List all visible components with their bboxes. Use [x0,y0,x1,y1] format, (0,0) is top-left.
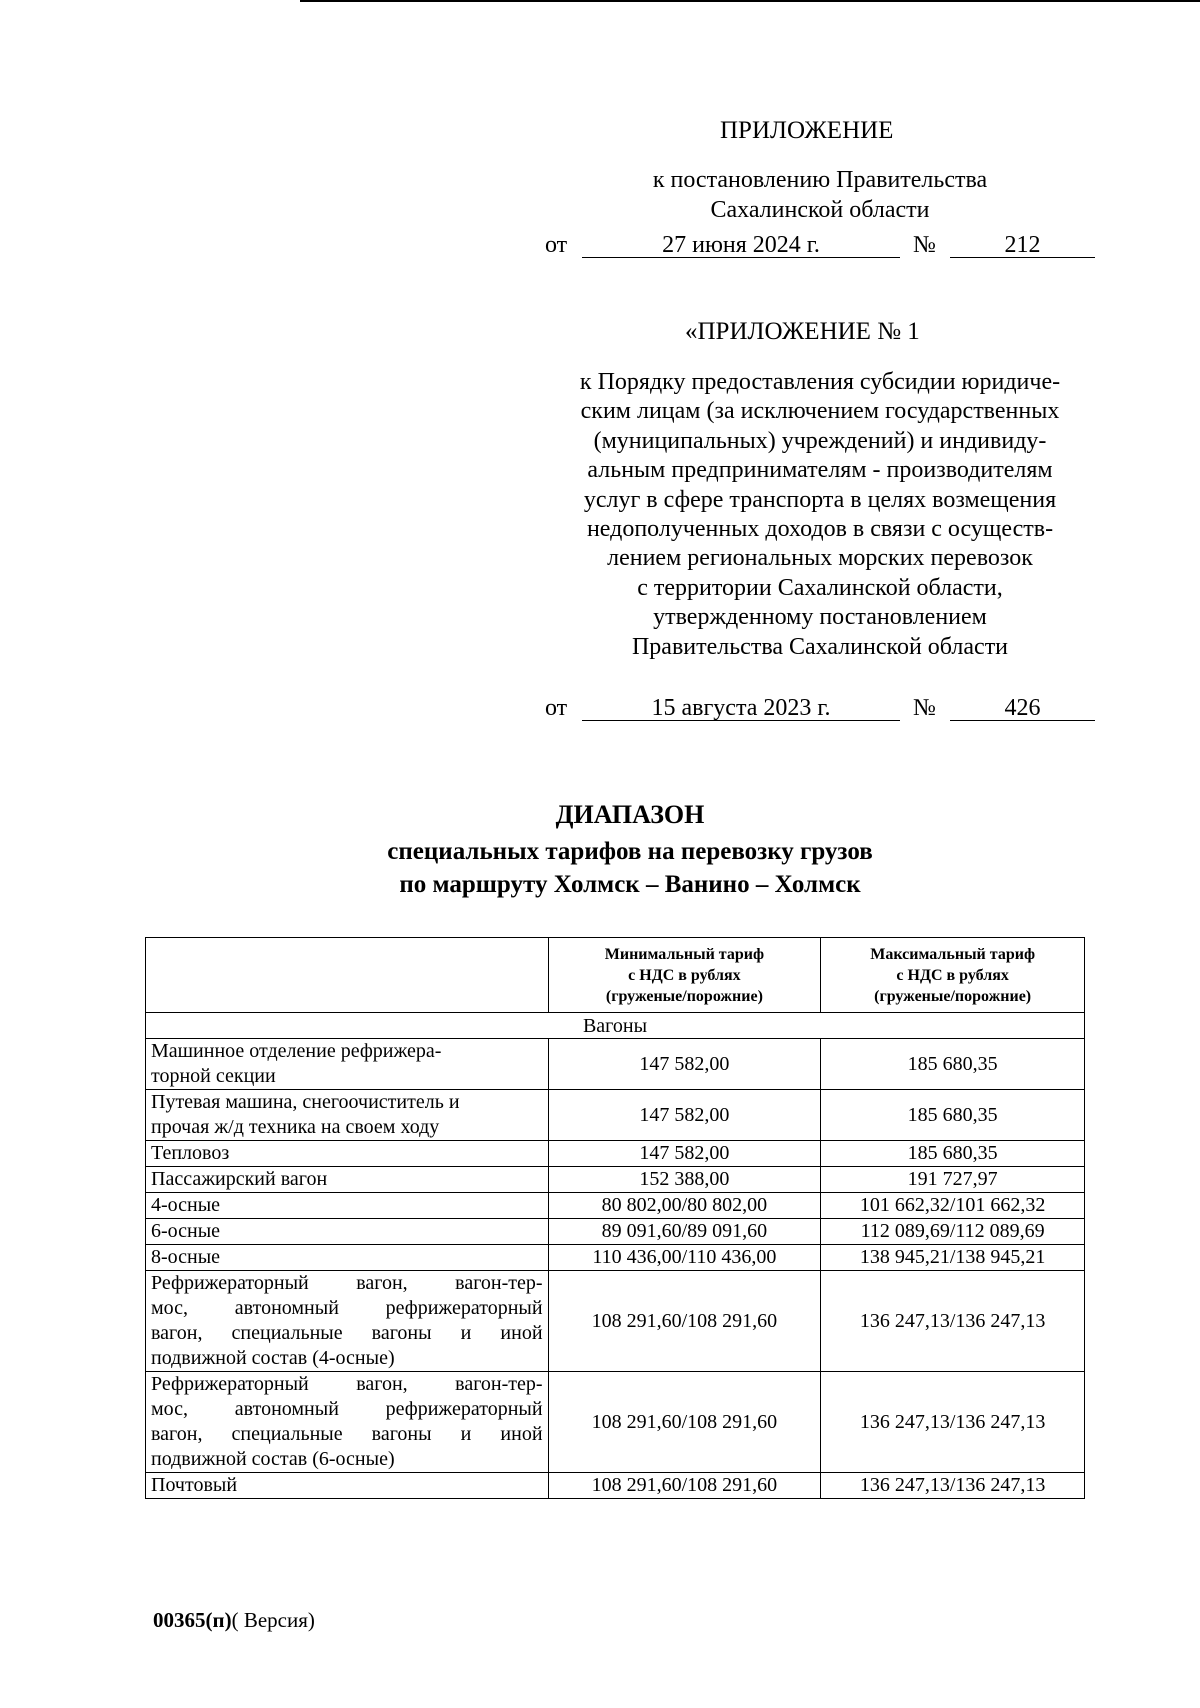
row-name-line: подвижной состав (4-осные) [151,1347,395,1369]
row-min-tariff: 108 291,60/108 291,60 [548,1271,821,1372]
table-row [146,1245,1085,1271]
annex-line: Правительства Сахалинской области [631,633,1009,660]
annex-line: (муниципальных) учреждений) и индивиду- [593,427,1047,454]
annex-line: недополученных доходов в связи с осуществ- [586,516,1054,543]
column-header-max: Максимальный тариф с НДС в рублях (груженые/порожние) [821,938,1085,1013]
resolution-number: 212 [1004,232,1041,258]
row-max-tariff: 136 247,13/136 247,13 [821,1372,1085,1473]
table-row [146,1141,1085,1167]
annex-line: к Порядку предоставления субсидии юридиче- [579,369,1061,395]
resolution-line-1: к постановлению Правительства [652,167,988,193]
row-max-tariff: 185 680,35 [821,1039,1085,1090]
row-name [146,1167,549,1193]
row-max-tariff: 136 247,13/136 247,13 [821,1473,1085,1499]
row-name [146,1219,549,1245]
resolution-date: 27 июня 2024 г. [662,232,820,258]
annex-line: альным предпринимателям - производителям [587,457,1053,484]
table-row [146,1090,1085,1141]
row-max-tariff: 101 662,32/101 662,32 [821,1193,1085,1219]
row-min-tariff: 152 388,00 [548,1167,821,1193]
appendix-title: ПРИЛОЖЕНИЕ [720,117,894,144]
row-name [146,1141,549,1167]
row-name-line: Почтовый [151,1474,238,1496]
row-name [146,1271,549,1372]
row-name-line: Тепловоз [151,1142,230,1164]
row-min-tariff: 89 091,60/89 091,60 [548,1219,821,1245]
table-row [146,1473,1085,1499]
document-subtitle-line-2: по маршруту Холмск – Ванино – Холмск [399,871,861,898]
annex-title: «ПРИЛОЖЕНИЕ № 1 [685,318,920,345]
row-max-tariff: 138 945,21/138 945,21 [821,1245,1085,1271]
annex-from-label: от [545,695,568,721]
document-footer [153,1608,315,1633]
row-max-tariff: 136 247,13/136 247,13 [821,1271,1085,1372]
row-name [146,1039,549,1090]
annex-line: лением региональных морских перевозок [607,545,1033,572]
table-row [146,1219,1085,1245]
row-name-line: мос, автономный рефрижераторный [151,1297,543,1319]
row-name-line: 4-осные [151,1194,221,1216]
resolution-line-2: Сахалинской области [710,197,930,223]
table-row [146,1372,1085,1473]
row-min-tariff: 147 582,00 [548,1141,821,1167]
from-label: от [545,232,568,258]
resolution-reference [600,165,1040,225]
annex-line: услуг в сфере транспорта в целях возмещения [583,486,1057,513]
annex-reference-text [520,368,1120,662]
row-name-line: Путевая машина, снегоочиститель и [151,1091,460,1113]
document-title: ДИАПАЗОН [555,800,705,829]
row-min-tariff: 147 582,00 [548,1039,821,1090]
row-name-line: торной секции [151,1065,276,1087]
document-code: 00365(п) [153,1608,232,1632]
annex-date: 15 августа 2023 г. [651,695,831,721]
row-name [146,1193,549,1219]
row-name-line: 8-осные [151,1246,221,1268]
annex-line: ским лицам (за исключением государственных [580,398,1060,425]
table-row [146,1193,1085,1219]
row-name-line: Машинное отделение рефрижера- [151,1040,442,1062]
row-min-tariff: 110 436,00/110 436,00 [548,1245,821,1271]
table-row [146,1271,1085,1372]
row-name [146,1245,549,1271]
resolution-date-number-row [545,230,1095,260]
row-name-line: вагон, специальные вагоны и иной [151,1322,543,1344]
row-name-line: подвижной состав (6-осные) [151,1448,395,1470]
annex-line: утвержденному постановлением [653,604,987,631]
table-row [146,1167,1085,1193]
row-name-line: Рефрижераторный вагон, вагон-тер- [151,1272,543,1294]
row-max-tariff: 112 089,69/112 089,69 [821,1219,1085,1245]
row-name-line: Рефрижераторный вагон, вагон-тер- [151,1373,543,1395]
column-header-name [146,938,549,1013]
row-min-tariff: 108 291,60/108 291,60 [548,1372,821,1473]
annex-number-sign: № [913,695,936,721]
row-max-tariff: 185 680,35 [821,1141,1085,1167]
row-name-line: 6-осные [151,1220,221,1242]
row-name-line: прочая ж/д техника на своем ходу [151,1116,440,1138]
top-border-line [300,0,1200,2]
annex-number: 426 [1004,695,1041,721]
document-subtitle-line-1: специальных тарифов на перевозку грузов [387,838,873,865]
row-name [146,1372,549,1473]
annex-date-number-row [545,693,1095,723]
document-version: ( Версия) [231,1608,315,1632]
row-max-tariff: 185 680,35 [821,1090,1085,1141]
row-name-line: мос, автономный рефрижераторный [151,1398,543,1420]
row-name-line: вагон, специальные вагоны и иной [151,1423,543,1445]
number-sign: № [913,232,936,258]
row-min-tariff: 80 802,00/80 802,00 [548,1193,821,1219]
tariff-table [145,937,1085,1499]
table-row [146,1039,1085,1090]
annex-line: с территории Сахалинской области, [637,574,1003,601]
row-name [146,1473,549,1499]
section-row [146,1013,1085,1039]
row-name-line: Пассажирский вагон [151,1168,328,1190]
row-name [146,1090,549,1141]
row-min-tariff: 108 291,60/108 291,60 [548,1473,821,1499]
column-header-min: Минимальный тариф с НДС в рублях (груженые/порожние) [548,938,821,1013]
row-min-tariff: 147 582,00 [548,1090,821,1141]
row-max-tariff: 191 727,97 [821,1167,1085,1193]
table-header-row [146,938,1085,1013]
section-label: Вагоны [146,1013,1085,1039]
